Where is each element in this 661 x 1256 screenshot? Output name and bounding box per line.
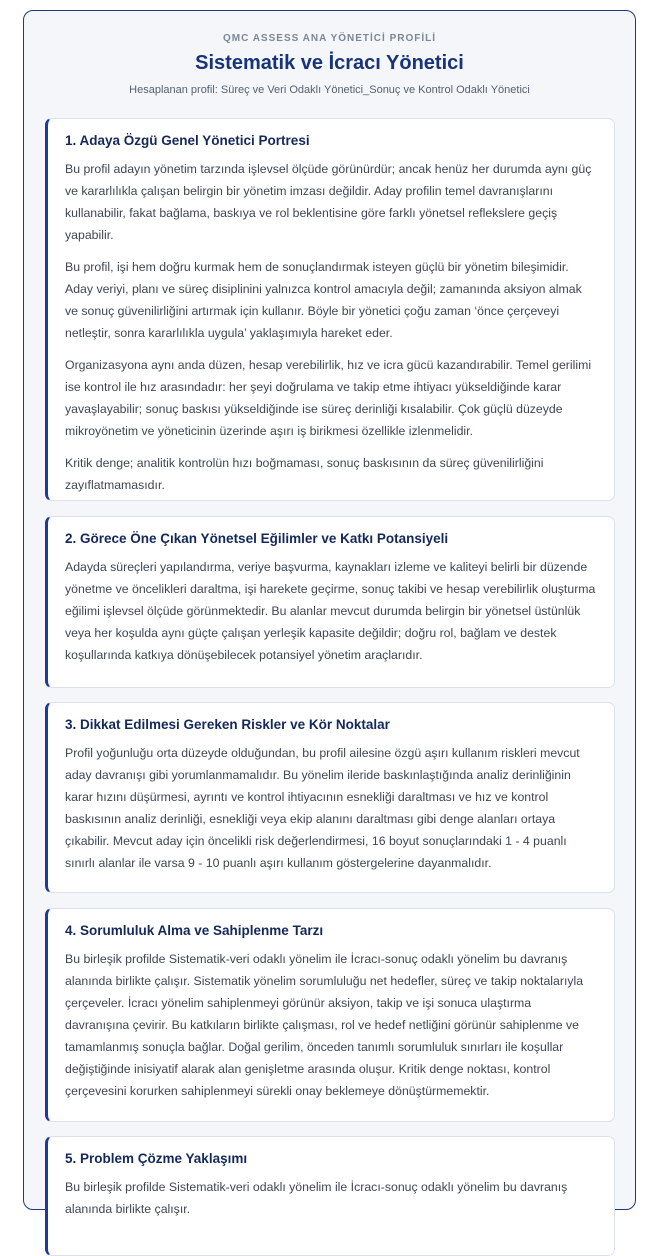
section-responsibility-ownership — [45, 908, 615, 1122]
section-paragraph: Profil yoğunluğu orta düzeyde olduğundan, bu profil ailesine özgü aşırı kullanım riskleri mevcut aday davranışı gibi yorumlanmamalıdır. Bu yönelim ileride baskınlaştığında analiz derinliğinin karar hızını düşürmesi, ayrıntı ve kontrol ihtiyacının esnekliği daraltması ve hız ve kontrol baskısının analiz derinliği, esnekliği veya ekip alanını daraltması gibi denge alanları ortaya çıkabilir. Mevcut aday için öncelikli risk değerlendirmesi, 16 boyut sonuçlarındaki 1 - 4 puanlı sınırlı alanlar ile varsa 9 - 10 puanlı aşırı kullanım göstergelerine dayanmalıdır. — [65, 746, 580, 870]
section-managerial-tendencies — [45, 516, 615, 688]
section-general-portrait — [45, 118, 615, 501]
section-paragraph: Bu birleşik profilde Sistematik-veri odaklı yönelim ile İcracı-sonuç odaklı yönelim bu davranış alanında birlikte çalışır. — [65, 1180, 568, 1216]
section-paragraph: Adayda süreçleri yapılandırma, veriye başvurma, kaynakları izleme ve kaliteyi belirli bir düzende yönetme ve öncelikleri daraltma, işi harekete geçirme, sonuç takibi ve hesap verebilirlik oluşturma eğilimi işlevsel ölçüde görünmektedir. Bu alanlar mevcut durumda belirgin bir yönetsel üstünlük veya her koşulda aynı güçte çalışan yerleşik kapasite değildir; doğru rol, bağlam ve destek koşullarında katkıya dönüşebilecek potansiyel yönetim araçlarıdır. — [65, 560, 596, 662]
section-heading: 4. Sorumluluk Alma ve Sahiplenme Tarzı — [65, 923, 324, 938]
section-paragraph: Bu profil, işi hem doğru kurmak hem de sonuçlandırmak isteyen güçlü bir yönetim bileşimidir. Aday veriyi, planı ve süreç disiplinini yalnızca kontrol amacıyla değil; zamanında aksiyon almak ve sonuç güvenilirliğini artırmak için kullanır. Böyle bir yönetici çoğu zaman ‘önce çerçeveyi netleştir, sonra kararlılıkla uygula’ yaklaşımıyla hareket eder. — [65, 260, 582, 340]
profile-header — [24, 11, 635, 96]
computed-profile-subtitle: Hesaplanan profil: Süreç ve Veri Odaklı Yönetici_Sonuç ve Kontrol Odaklı Yönetici — [129, 84, 530, 96]
profile-kicker: QMC ASSESS ANA YÖNETİCİ PROFİLİ — [222, 33, 437, 44]
section-paragraph: Bu profil adayın yönetim tarzında işlevsel ölçüde görünürdür; ancak henüz her durumda aynı güç ve kararlılıkla çalışan belirgin bir yönetim imzası değildir. Aday profilin temel davranışlarını kullanabilir, fakat bağlama, baskıya ve rol beklentisine göre farklı yönetsel reflekslere geçiş yapabilir. — [65, 162, 592, 242]
section-risks-blind-spots — [45, 702, 615, 893]
section-paragraph: Kritik denge; analitik kontrolün hızı boğmaması, sonuç baskısının da süreç güvenilirliğini zayıflatmamasıdır. — [65, 456, 544, 492]
section-heading: 3. Dikkat Edilmesi Gereken Riskler ve Kör Noktalar — [65, 717, 390, 732]
section-problem-solving — [45, 1136, 615, 1256]
section-paragraph: Organizasyona aynı anda düzen, hesap verebilirlik, hız ve icra gücü kazandırabilir. Temel gerilimi ise kontrol ile hız arasındadır: her şeyi doğrulama ve takip etme ihtiyacı yükseldiğinde karar yavaşlayabilir; sonuç baskısı yükseldiğinde ise süreç derinliği kısalabilir. Çok güçlü düzeyde mikroyönetim ve yöneticinin üzerinde aşırı iş birikmesi özellikle izlenmelidir. — [65, 358, 592, 438]
section-heading: 1. Adaya Özgü Genel Yönetici Portresi — [65, 133, 310, 148]
section-paragraph: Bu birleşik profilde Sistematik-veri odaklı yönelim ile İcracı-sonuç odaklı yönelim bu davranış alanında birlikte çalışır. Sistematik yönelim sorumluluğu net hedefler, süreç ve takip noktalarıyla çerçeveler. İcracı yönelim sahiplenmeyi görünür aksiyon, takip ve işi sonuca ulaştırma davranışına çevirir. Bu katkıların birlikte çalışması, rol ve hedef netliğini görünür sahiplenme ve tamamlanmış sonuçla bağlar. Doğal gerilim, önceden tanımlı sorumluluk sınırları ile koşullar değiştiğinde inisiyatif alarak alan genişletme arasında oluşur. Kritik denge noktası, kontrol çerçevesini korurken sahiplenmeyi sürekli onay beklemeye dönüştürmemektir. — [65, 952, 584, 1098]
profile-card — [23, 10, 636, 1216]
section-heading: 5. Problem Çözme Yaklaşımı — [65, 1151, 248, 1166]
page-title: Sistematik ve İcracı Yönetici — [195, 52, 464, 74]
section-heading: 2. Görece Öne Çıkan Yönetsel Eğilimler ve Katkı Potansiyeli — [65, 531, 449, 546]
